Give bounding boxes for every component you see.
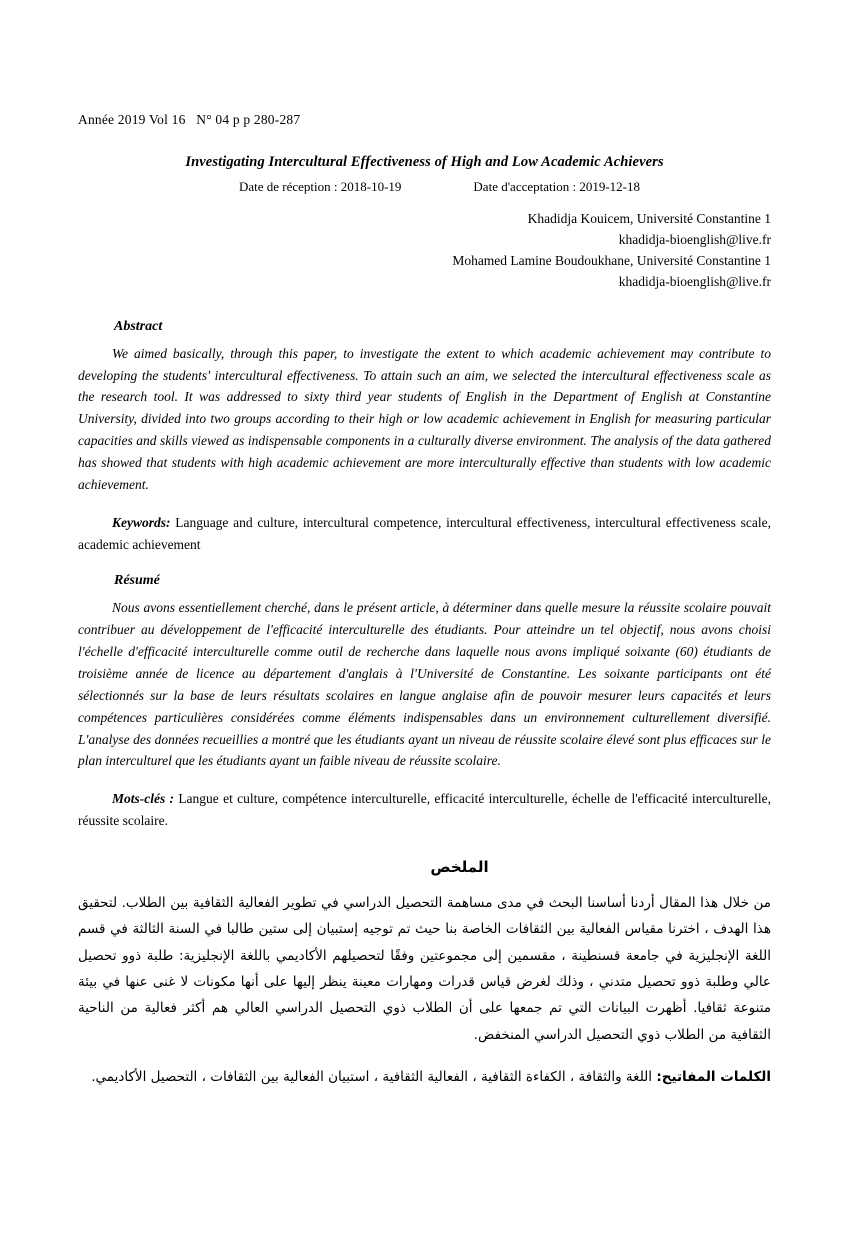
keywords-label: Keywords: (112, 514, 171, 530)
resume-text: Nous avons essentiellement cherché, dans le présent article, à déterminer dans quelle mesure la réussite scolaire pouvait contribuer au développement de l'efficacité interculturelle des étudiants. Pour atteindre un tel objectif, nous avons choisi l'échelle d'efficacité interculturelle comme outil de recherche dans laquelle nous avons impliqué soixante (60) étudiants de troisième année de licence au département d'anglais à l'Université de Constantine. Les soixante participants ont été sélectionnés sur la base de leurs résultats scolaires en langue anglaise afin de pouvoir mesurer leurs capacités et leurs compétences particulières considérées comme éléments indispensables dans un environnement culturellement diversifié. L'analyse des données recueillies a montré que les étudiants ayant un niveau de réussite scolaire élevé sont plus efficaces sur le plan interculturel que les étudiants ayant un faible niveau de réussite scolaire. (78, 600, 771, 769)
keywords-text: Language and culture, intercultural competence, intercultural effectiveness, intercultural effectiveness scale, academic achievement (78, 514, 771, 552)
keywords-paragraph (78, 512, 771, 556)
resume-heading: Résumé (114, 573, 160, 589)
authors-block (78, 209, 771, 293)
page-title: Investigating Intercultural Effectiveness of High and Low Academic Achievers (185, 154, 664, 170)
arabic-keywords-label: الكلمات المفاتيح: (656, 1068, 771, 1085)
dates-row (78, 179, 771, 195)
abstract-heading: Abstract (114, 318, 163, 334)
arabic-abstract-text: من خلال هذا المقال أردنا أساسنا البحث في مدى مساهمة التحصيل الدراسي في تطوير الفعالية الثقافية بين الطلاب. لتحقيق هذا الهدف ، اخترنا مقياس الفعالية بين الثقافات الخاصة بنا حيث تم توجيه إستبيان إلى ستين طالبا في السنة الثالثة في قسم اللغة الإنجليزية في جامعة قسنطينة ، مقسمين إلى مجموعتين وفقًا لتحصيلهم الأكاديمي باللغة الإنجليزية: طلبة ذوو تحصيل عالي وطلبة ذوو تحصيل متدني ، وذلك لغرض قياس قدرات ومهارات معينة ينظر إليها على أنها مكونات لا غنى عنها في بيئة متنوعة ثقافيا. أظهرت البيانات التي تم جمعها على أن الطلاب ذوي التحصيل الدراسي العالي هم أكثر فعالية من الناحية الثقافية من الطلاب ذوي التحصيل الدراسي المنخفض. (78, 895, 771, 1043)
journal-issue-line: Année 2019 Vol 16 N° 04 p p 280-287 (78, 112, 301, 127)
acceptance-date: Date d'acceptation : 2019-12-18 (473, 179, 641, 194)
arabic-keywords-text: اللغة والثقافة ، الكفاءة الثقافية ، الفعالية الثقافية ، استبيان الفعالية بين الثقافات ، التحصيل الأكاديمي. (91, 1068, 657, 1085)
arabic-section (78, 858, 771, 1090)
abstract-text: We aimed basically, through this paper, to investigate the extent to which academic achievement may contribute to developing the students' intercultural effectiveness. To attain such an aim, we selected the intercultural effectiveness scale as the research tool. It was addressed to sixty third year students of English in the Department of English at Constantine University, divided into two groups according to their high or low academic achievement in English for measuring particular capacities and skills viewed as indispensable components in a culturally diverse environment. The analysis of the data gathered has showed that students with high academic achievement are more interculturally effective than students with low academic achievement. (78, 345, 771, 492)
author-2-affiliation: Mohamed Lamine Boudoukhane, Université Constantine 1 (452, 252, 771, 268)
author-1-affiliation: Khadidja Kouicem, Université Constantine 1 (527, 211, 771, 226)
motscles-label: Mots-clés : (112, 791, 175, 807)
author-1-email[interactable]: khadidja-bioenglish@live.fr (618, 231, 771, 247)
author-2-email[interactable]: khadidja-bioenglish@live.fr (618, 273, 771, 289)
reception-date: Date de réception : 2018-10-19 (238, 179, 402, 194)
motscles-text: Langue et culture, compétence interculturelle, efficacité interculturelle, échelle de l'efficacité interculturelle, réussite scolaire. (78, 791, 771, 829)
arabic-keywords-paragraph (78, 1064, 771, 1090)
arabic-heading: الملخص (430, 858, 489, 877)
motscles-paragraph (78, 788, 771, 832)
